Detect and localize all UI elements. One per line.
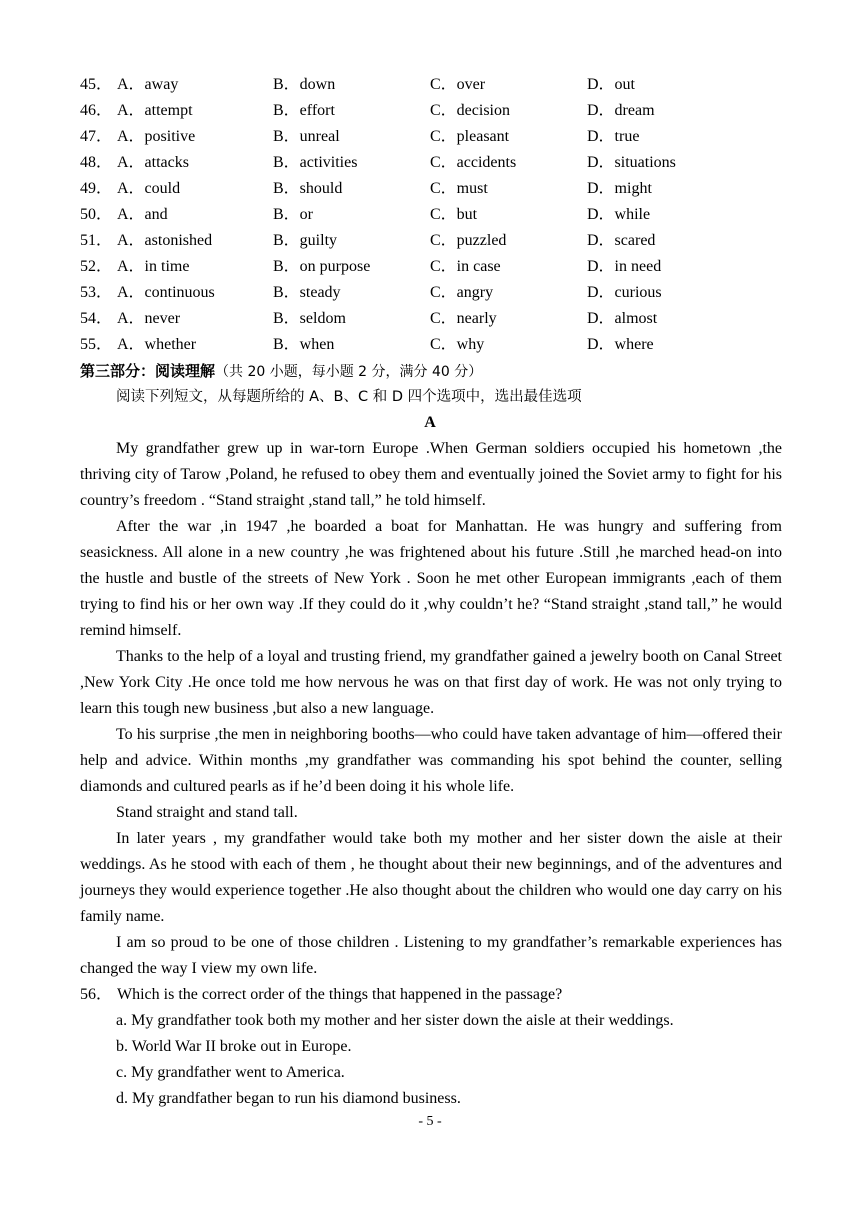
- question-number: 49．: [80, 180, 113, 197]
- option-c: C．puzzled: [430, 232, 507, 249]
- question-number: 52．: [80, 258, 113, 275]
- option-a: A．in time: [117, 258, 190, 275]
- page-number: - 5 -: [418, 1114, 442, 1129]
- passage-paragraph: After the war ,in 1947 ,he boarded a boat for Manhattan. He was hungry and suffering from seasickness. All alone in a new country ,he was frightened about his future .Still ,he marched head-on into the hustle and bustle of the streets of New York . Soon he met other European immigrants ,each of them trying to find his or her own way .If they could do it ,why couldn’t he? “Stand straight ,stand tall,” he would remind himself.: [80, 518, 782, 639]
- option-c: C．over: [430, 76, 486, 93]
- section-scoring-note: （共 20 小题，每小题 2 分，满分 40 分）: [215, 364, 483, 380]
- option-c: C．in case: [430, 258, 501, 275]
- option-a: A．away: [117, 76, 179, 93]
- option-d: D．situations: [587, 154, 676, 171]
- passage-paragraph: I am so proud to be one of those children . Listening to my grandfather’s remarkable experiences has changed the way I view my own life.: [80, 934, 782, 977]
- option-b: B．seldom: [273, 310, 346, 327]
- option-c: C．why: [430, 336, 485, 353]
- question-number: 50．: [80, 206, 113, 223]
- option-c: C．decision: [430, 102, 510, 119]
- option-row-48: [80, 150, 782, 176]
- question-number: 55．: [80, 336, 113, 353]
- section-instruction: 阅读下列短文，从每题所给的 A、B、C 和 D 四个选项中，选出最佳选项: [116, 389, 582, 405]
- option-a: A．astonished: [117, 232, 213, 249]
- passage-paragraph: To his surprise ,the men in neighboring booths—who could have taken advantage of him—offered their help and advice. Within months ,my grandfather was commanding his spot behind the counter, selling diamonds and cultured pearls as if he’d been doing it his whole life.: [80, 726, 782, 795]
- option-b: B．activities: [273, 154, 358, 171]
- option-d: D．true: [587, 128, 640, 145]
- passage-paragraph: Thanks to the help of a loyal and trusting friend, my grandfather gained a jewelry booth on Canal Street ,New York City .He once told me how nervous he was on that first day of work. He was not only trying to learn this tough new business ,but also a new language.: [80, 648, 782, 717]
- option-b: B．guilty: [273, 232, 338, 249]
- option-d: D．dream: [587, 102, 655, 119]
- option-row-50: [80, 202, 782, 228]
- question-number: 51．: [80, 232, 113, 249]
- option-row-53: [80, 280, 782, 306]
- option-b: B．steady: [273, 284, 341, 301]
- reading-passage: [80, 436, 782, 982]
- option-a: A．and: [117, 206, 168, 223]
- question-number: 54．: [80, 310, 113, 327]
- question-number: 56．: [80, 986, 113, 1003]
- option-d: D．might: [587, 180, 652, 197]
- option-b: B．on purpose: [273, 258, 371, 275]
- question-number: 45．: [80, 76, 113, 93]
- option-row-47: [80, 124, 782, 150]
- option-row-49: [80, 176, 782, 202]
- option-d: D．while: [587, 206, 651, 223]
- option-a: A．could: [117, 180, 181, 197]
- passage-paragraph: My grandfather grew up in war-torn Europe .When German soldiers occupied his hometown ,the thriving city of Tarow ,Poland, he refused to obey them and eventually joined the Soviet army to fight for his country’s freedom . “Stand straight ,stand tall,” he told himself.: [80, 440, 782, 509]
- option-d: D．out: [587, 76, 636, 93]
- option-row-46: [80, 98, 782, 124]
- section-heading: [80, 358, 482, 384]
- option-b: B．effort: [273, 102, 335, 119]
- cloze-options: [80, 72, 782, 358]
- option-row-52: [80, 254, 782, 280]
- option-c: C．pleasant: [430, 128, 510, 145]
- option-a: A．continuous: [117, 284, 215, 301]
- option-a: A．attacks: [117, 154, 189, 171]
- option-d: D．where: [587, 336, 654, 353]
- option-b: B．or: [273, 206, 314, 223]
- question-number: 47．: [80, 128, 113, 145]
- question-item: b. World War II broke out in Europe.: [116, 1038, 352, 1055]
- option-row-45: [80, 72, 782, 98]
- option-row-51: [80, 228, 782, 254]
- option-b: B．down: [273, 76, 336, 93]
- question-item: d. My grandfather began to run his diamond business.: [116, 1090, 461, 1107]
- option-d: D．in need: [587, 258, 662, 275]
- option-c: C．angry: [430, 284, 494, 301]
- question-text: Which is the correct order of the things that happened in the passage?: [117, 986, 563, 1003]
- question-number: 48．: [80, 154, 113, 171]
- question-items: [116, 1008, 674, 1112]
- option-c: C．must: [430, 180, 488, 197]
- option-c: C．accidents: [430, 154, 517, 171]
- passage-paragraph: In later years , my grandfather would take both my mother and her sister down the aisle at their weddings. As he stood with each of them , he thought about their new beginnings, and of the adventures and journeys they would experience together .He also thought about the children who would one day carry on his family name.: [80, 830, 782, 925]
- option-row-54: [80, 306, 782, 332]
- question-item: c. My grandfather went to America.: [116, 1064, 345, 1081]
- option-a: A．attempt: [117, 102, 193, 119]
- option-c: C．nearly: [430, 310, 497, 327]
- option-c: C．but: [430, 206, 478, 223]
- section-title: 第三部分：阅读理解: [80, 362, 216, 380]
- option-a: A．positive: [117, 128, 196, 145]
- option-d: D．scared: [587, 232, 656, 249]
- option-row-55: [80, 332, 782, 358]
- question-number: 53．: [80, 284, 113, 301]
- option-a: A．never: [117, 310, 181, 327]
- option-d: D．curious: [587, 284, 662, 301]
- question-number: 46．: [80, 102, 113, 119]
- option-a: A．whether: [117, 336, 197, 353]
- passage-label: A: [424, 414, 436, 431]
- option-b: B．when: [273, 336, 335, 353]
- option-b: B．should: [273, 180, 343, 197]
- question-item: a. My grandfather took both my mother and her sister down the aisle at their weddings.: [116, 1012, 674, 1029]
- passage-paragraph: Stand straight and stand tall.: [116, 804, 298, 821]
- option-b: B．unreal: [273, 128, 340, 145]
- option-d: D．almost: [587, 310, 658, 327]
